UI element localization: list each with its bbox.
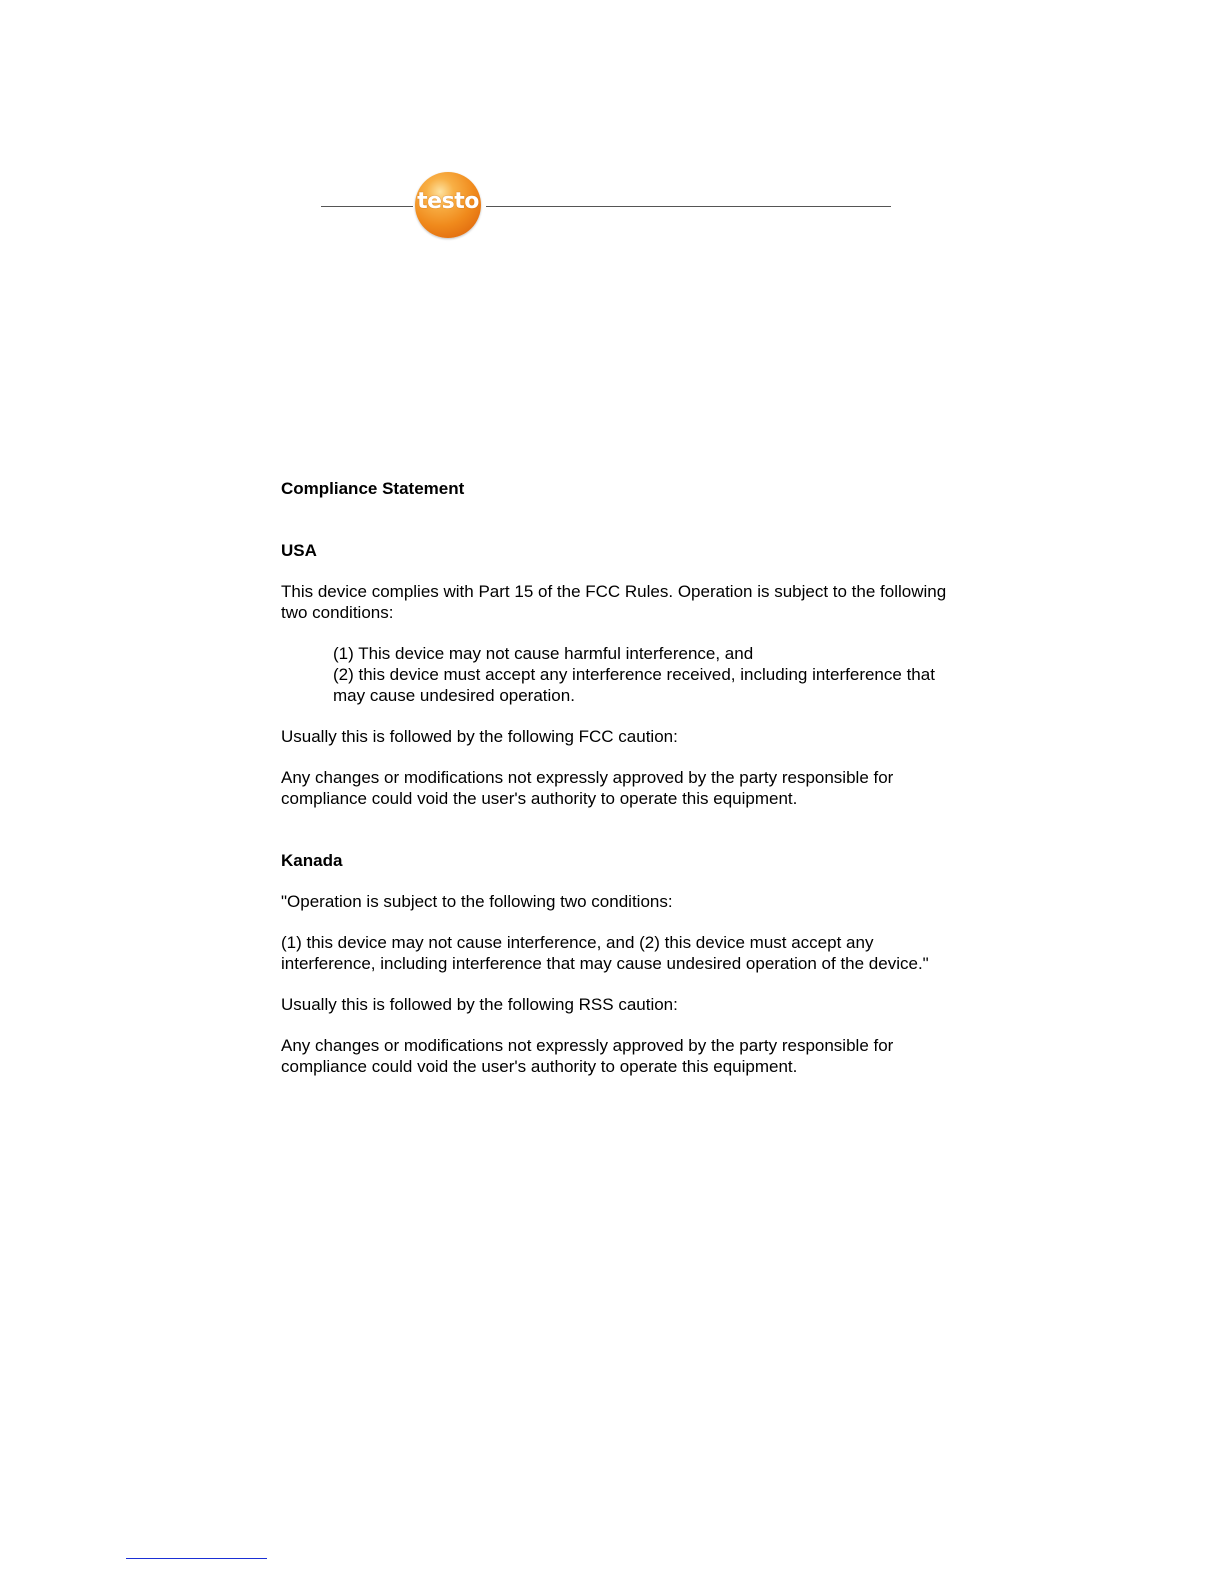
usa-heading: USA — [281, 541, 317, 560]
footer-link-line — [126, 1558, 267, 1559]
usa-condition-2: (2) this device must accept any interference received, including interference that may cause undesired operation. — [333, 665, 935, 705]
usa-caution: Any changes or modifications not expressly approved by the party responsible for compliance could void the user's authority to operate this equipment. — [281, 768, 894, 808]
document-body — [281, 478, 961, 1097]
canada-conditions: (1) this device may not cause interference, and (2) this device must accept any interference, including interference that may cause undesired operation of the device." — [281, 933, 929, 973]
document-title: Compliance Statement — [281, 479, 465, 498]
canada-caution-intro: Usually this is followed by the following RSS caution: — [281, 995, 678, 1014]
header-line-left — [321, 206, 413, 207]
usa-intro: This device complies with Part 15 of the FCC Rules. Operation is subject to the following two conditions: — [281, 582, 947, 622]
header-line-right — [486, 206, 891, 207]
usa-caution-intro: Usually this is followed by the following FCC caution: — [281, 727, 678, 746]
canada-heading: Kanada — [281, 851, 343, 870]
canada-caution: Any changes or modifications not expressly approved by the party responsible for compliance could void the user's authority to operate this equipment. — [281, 1036, 894, 1076]
logo-text: testo — [417, 189, 479, 214]
usa-condition-1: (1) This device may not cause harmful interference, and — [333, 644, 754, 663]
usa-conditions-list — [333, 643, 961, 706]
testo-logo — [415, 172, 481, 238]
canada-intro: "Operation is subject to the following two conditions: — [281, 892, 673, 911]
